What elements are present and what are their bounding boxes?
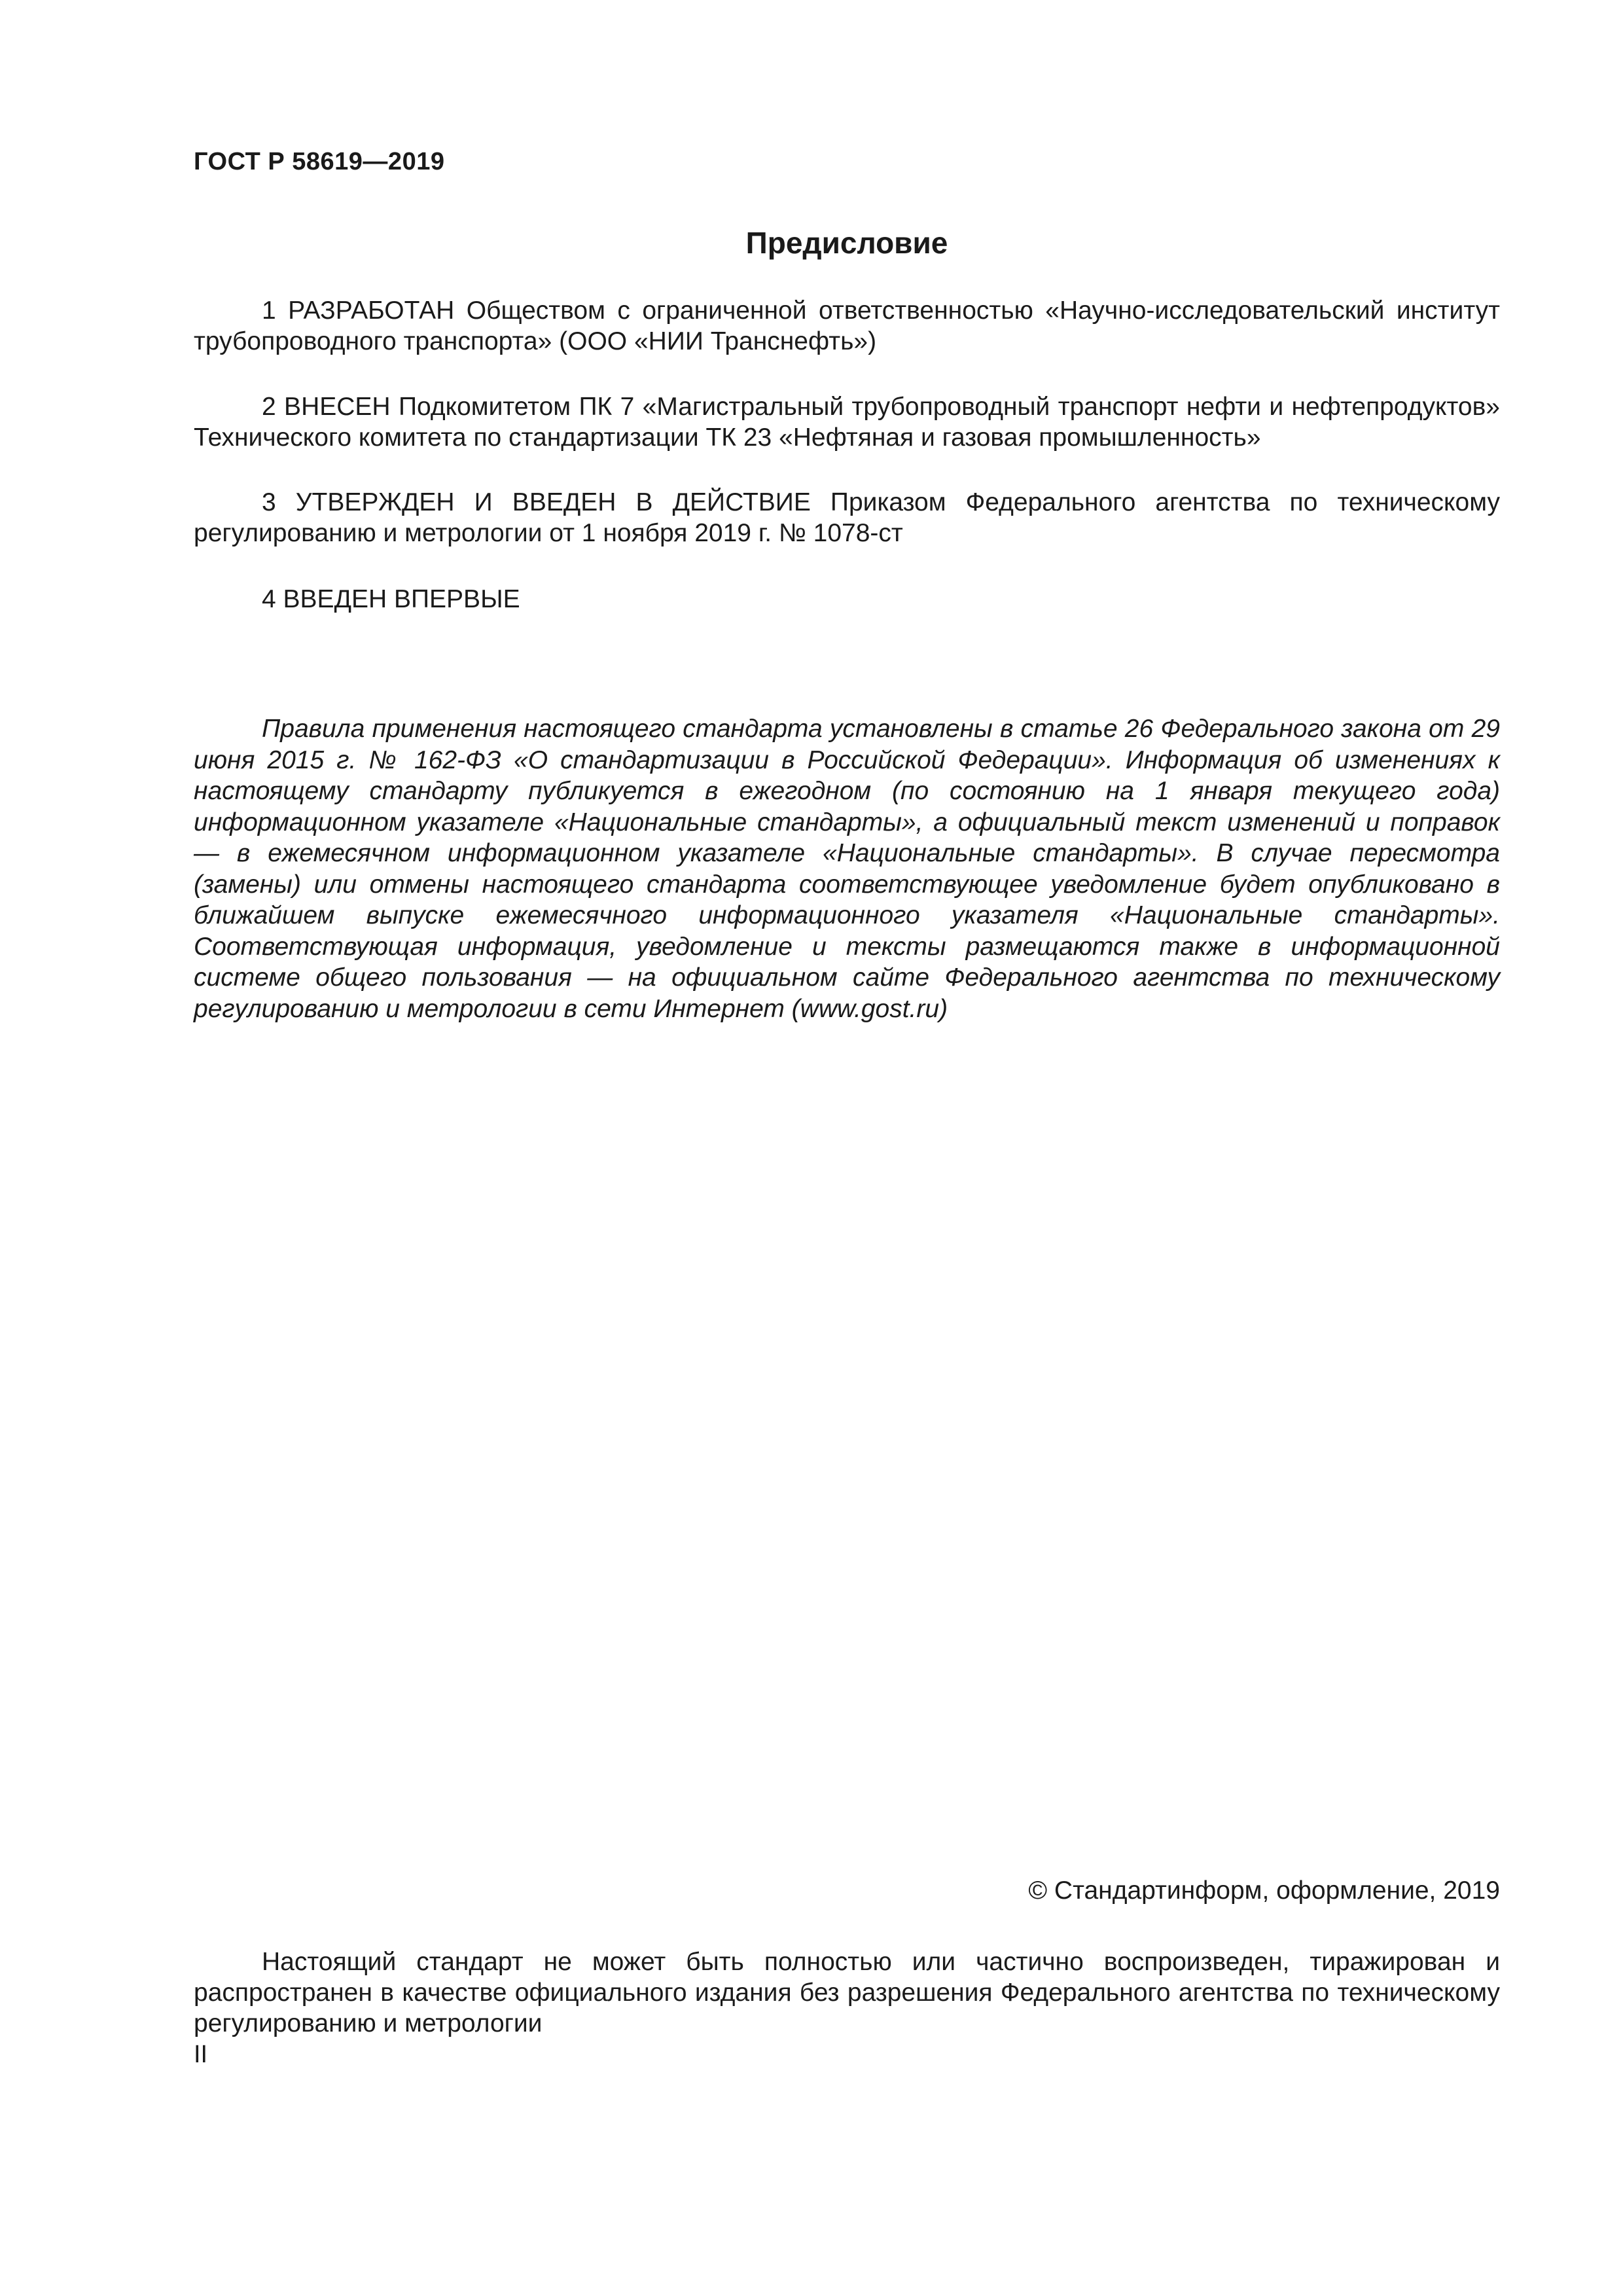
copyright-line: © Стандартинформ, оформление, 2019 <box>1028 1876 1500 1905</box>
foreword-item-developed: 1 РАЗРАБОТАН Обществом с ограниченной ответственностью «Научно-исследовательский институт трубопроводного транспорта» (ООО «НИИ Транснефть») <box>194 296 1500 355</box>
reproduction-rights-notice: Настоящий стандарт не может быть полностью или частично воспроизведен, тиражирован и распространен в качестве официального издания без разрешения Федерального агентства по техническому регулированию и метрологии <box>194 1948 1500 2037</box>
document-code: ГОСТ Р 58619—2019 <box>194 148 445 175</box>
foreword-item-submitted: 2 ВНЕСЕН Подкомитетом ПК 7 «Магистральный трубопроводный транспорт нефти и нефтепродуктов» Технического комитета по стандартизации ТК 23 «Нефтяная и газовая промышленность» <box>194 393 1500 452</box>
application-rules-notice: Правила применения настоящего стандарта установлены в статье 26 Федерального закона от 29 июня 2015 г. № 162-ФЗ «О стандартизации в Российской Федерации». Информация об изменениях к настоящему стандарту публикуется в ежегодном (по состоянию на 1 января текущего года) информационном указателе «Национальные стандарты», а официальный текст изменений и поправок — в ежемесячном информационном указателе «Национальные стандарты». В случае пересмотра (замены) или отмены настоящего стандарта соответствующее уведомление будет опубликовано в ближайшем выпуске ежемесячного информационного указателя «Национальные стандарты». Соответствующая информация, уведомление и тексты размещаются также в информационной системе общего пользования — на официальном сайте Федерального агентства по техническому регулированию и метрологии в сети Интернет (www.gost.ru) <box>194 715 1500 1023</box>
foreword-item-approved: 3 УТВЕРЖДЕН И ВВЕДЕН В ДЕЙСТВИЕ Приказом Федерального агентства по техническому регулированию и метрологии от 1 ноября 2019 г. № 1078-ст <box>194 488 1500 547</box>
page-number: II <box>194 2041 208 2068</box>
foreword-item-introduced: 4 ВВЕДЕН ВПЕРВЫЕ <box>262 585 520 613</box>
page-title: Предисловие <box>745 226 948 260</box>
